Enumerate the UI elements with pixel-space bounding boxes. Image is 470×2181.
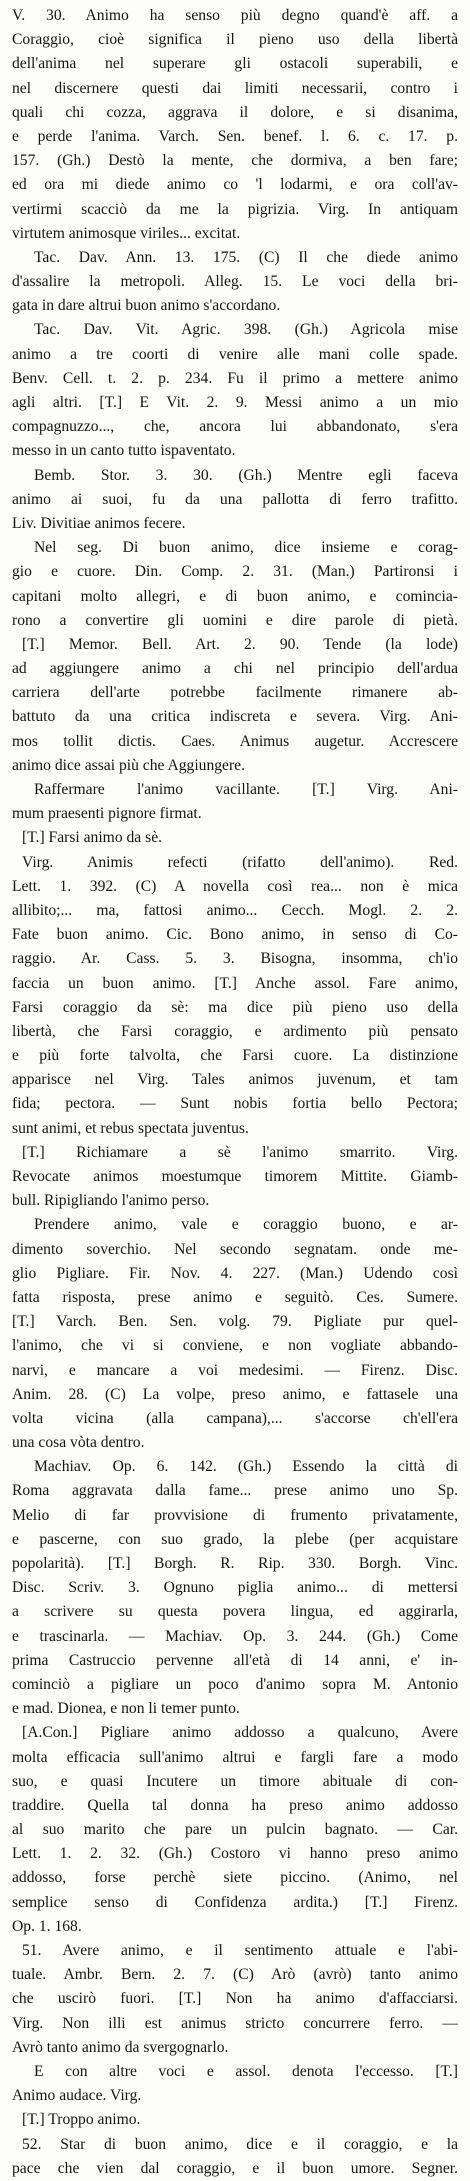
text-line: animo ai suoi, fu da una pallotta di ferro trafitto. <box>12 490 458 508</box>
text-line: 52. Star di buon animo, dice e il coraggio, e la <box>22 2135 458 2153</box>
text-line: [T.] Farsi animo da sè. <box>22 829 163 847</box>
text-line: Bemb. Stor. 3. 30. (Gh.) Mentre egli faceva <box>34 466 458 484</box>
text-line: sunt animi, et rebus spectata juventus. <box>12 1119 249 1137</box>
text-line: ad aggiungere animo a chi nel principio dell'ardua <box>12 660 458 678</box>
text-line: libertà, che Farsi coraggio, e ardimento più pensato <box>12 1022 458 1040</box>
text-line: virtutem animosque viriles... excitat. <box>12 224 241 242</box>
text-line: e pascerne, con suo grado, la plebe (per acquistare <box>12 1530 458 1548</box>
text-line: d'assalire la metropoli. Alleg. 15. Le voci della bri- <box>12 273 458 291</box>
text-line: Farsi coraggio da sè: ma dice più pieno uso della <box>12 998 458 1016</box>
text-line: allibito;... ma, fattosi animo... Cecch. Mogl. 2. 2. <box>12 901 458 919</box>
text-line: Coraggio, cioè significa il pieno uso della libertà <box>12 31 458 49</box>
text-line: raggio. Ar. Cass. 5. 3. Bisogna, insomma, ch'io <box>12 950 458 968</box>
text-line: Tac. Dav. Vit. Agric. 398. (Gh.) Agricola mise <box>34 321 458 339</box>
text-line: pace che vien dal coraggio, e il buon umore. Segner. <box>12 2159 458 2177</box>
text-line: Avrò tanto animo da svergognarlo. <box>12 2038 229 2056</box>
text-line: fida; pectora. — Sunt nobis fortia bello Pectora; <box>12 1095 458 1113</box>
text-line: Tac. Dav. Ann. 13. 175. (C) Il che diede animo <box>34 248 458 266</box>
text-line: l'animo, che vi si conviene, e non vogliate abbando- <box>12 1337 458 1355</box>
text-line: Roma aggravata dalla fame... prese animo uno Sp. <box>12 1482 458 1500</box>
text-line: Prendere animo, vale e coraggio buono, e ar- <box>34 1216 458 1234</box>
text-line: mum praesenti pignore firmat. <box>12 805 202 823</box>
text-line: addosso, forse perchè siete piccino. (Animo, nel <box>12 1869 458 1887</box>
text-line: volta vicina (alla campana),... s'accorse ch'ell'era <box>12 1409 458 1427</box>
text-line: una cosa vòta dentro. <box>12 1434 145 1452</box>
text-line: agli altri. [T.] E Vit. 2. 9. Messi animo a un mio <box>12 394 458 411</box>
text-line: e perde l'anima. Varch. Sen. benef. l. 6. c. 17. p. <box>12 127 458 145</box>
text-line: dimento soverchio. Nel secondo segnatam. onde me- <box>12 1240 458 1258</box>
text-line: faccia un buon animo. [T.] Anche assol. Fare animo, <box>12 974 458 992</box>
text-line: Op. 1. 168. <box>12 1917 82 1935</box>
text-line: vertirmi scacciò da me la pigrizia. Virg. In antiquam <box>12 200 458 218</box>
text-line: mos tollit dictis. Caes. Animus augetur. Accrescere <box>12 732 458 750</box>
text-line: cominciò a pigliare un poco d'animo sopra M. Antonio <box>12 1675 458 1693</box>
text-line: [T.] Richiamare a sè l'animo smarrito. Virg. <box>22 1143 458 1161</box>
text-line: narvi, e mancare a voi medesimi. — Firenz. Disc. <box>12 1361 458 1379</box>
text-line: carriera dell'arte potrebbe facilmente rimanere ab- <box>12 684 458 702</box>
text-line: prima Castruccio pervenne all'età di 14 anni, e' in- <box>12 1651 458 1669</box>
text-line: Liv. Divitiae animos fecere. <box>12 514 186 532</box>
text-line: al suo marito che pare un pulcin bagnato. — Car. <box>12 1821 458 1839</box>
text-line: Benv. Cell. t. 2. p. 234. Fu il primo a mettere animo <box>12 369 458 387</box>
text-line: semplice senso di Confidenza ardita.) [T.] Firenz. <box>12 1893 458 1911</box>
text-line: [T.] Memor. Bell. Art. 2. 90. Tende (la lode) <box>22 635 458 653</box>
text-line: Anim. 28. (C) La volpe, preso animo, e fattasele una <box>12 1385 458 1403</box>
text-line: glio Pigliare. Fir. Nov. 4. 227. (Man.) Udendo così <box>12 1264 458 1282</box>
text-line: molta efficacia sull'animo altrui e fargli fare a modo <box>12 1748 458 1766</box>
text-line: animo dice assai più che Aggiungere. <box>12 756 245 774</box>
text-line: capitani molto allegri, e di buon animo, e comincia- <box>12 587 458 605</box>
text-line: Raffermare l'animo vacillante. [T.] Virg. Ani- <box>34 781 458 798</box>
text-line: 157. (Gh.) Destò la mente, che dormiva, a ben fare; <box>12 152 458 170</box>
text-line: suo, e quasi Incutere un timore abituale di con- <box>12 1772 458 1790</box>
text-line: nel discernere questi dai limiti necessarii, contro i <box>12 79 458 97</box>
text-line: gio e cuore. Din. Comp. 2. 31. (Man.) Partironsi i <box>12 563 458 581</box>
text-line: e mad. Dionea, e non li temer punto. <box>12 1700 240 1718</box>
text-line: quali chi cozza, aggrava il dolore, e si disanima, <box>12 103 458 121</box>
text-line: e trascinarla. — Machiav. Op. 3. 244. (Gh.) Come <box>12 1627 458 1645</box>
text-line: 51. Avere animo, e il sentimento attuale e l'abi- <box>22 1942 458 1959</box>
text-line: V. 30. Animo ha senso più degno quand'è aff. a <box>12 7 458 24</box>
text-line: Disc. Scriv. 3. Ognuno piglia animo... di mettersi <box>12 1579 458 1597</box>
text-line: [T.] Troppo animo. <box>22 2111 141 2129</box>
text-line: dell'anima nel superare gli ostacoli superabili, e <box>12 55 458 73</box>
text-line: compagnuzzo..., che, ancora lui abbandonato, s'era <box>12 418 458 436</box>
text-line: messo in un canto tutto ispaventato. <box>12 442 236 460</box>
text-line: E con altre voci e assol. denota l'eccesso. [T.] <box>34 2062 458 2080</box>
text-line: rono a convertire gli uomini e dire parole di pietà. <box>12 611 458 629</box>
text-line: Lett. 1. 392. (C) A novella così rea... non è mica <box>12 877 458 895</box>
text-line: battuto da una critica indiscreta e severa. Virg. Ani- <box>12 708 458 726</box>
text-line: bull. Ripigliando l'animo perso. <box>12 1192 210 1210</box>
text-line: fatta risposta, prese animo e seguitò. Ces. Sumere. <box>12 1288 458 1306</box>
text-line: Lett. 1. 2. 32. (Gh.) Costoro vi hanno preso animo <box>12 1845 458 1863</box>
text-line: Virg. Non illi est animus stricto concurrere ferro. — <box>12 2014 458 2032</box>
text-line: [A.Con.] Pigliare animo addosso a qualcuno, Avere <box>22 1724 458 1742</box>
text-line: a scrivere su questa povera lingua, ed aggirarla, <box>12 1603 458 1621</box>
text-line: Animo audace. Virg. <box>12 2087 142 2105</box>
text-line: Melio di far provvisione di frumento privatamente, <box>12 1506 458 1524</box>
text-line: Nel seg. Di buon animo, dice insieme e corag- <box>34 539 458 557</box>
text-line: e più forte talvolta, che Farsi cuore. La distinzione <box>12 1047 458 1065</box>
text-line: apparisce nel Virg. Tales animos juvenum, et tam <box>12 1071 458 1089</box>
text-line: traddire. Quella tal donna ha preso animo addosso <box>12 1796 458 1814</box>
text-line: animo a tre coorti di venire alle mani colle spade. <box>12 345 458 363</box>
text-line: Fate buon animo. Cic. Bono animo, in senso di Co- <box>12 926 458 944</box>
text-line: tuale. Ambr. Bern. 2. 7. (C) Arò (avrò) tanto animo <box>12 1966 458 1984</box>
text-line: gata in dare altrui buon animo s'accordano. <box>12 297 281 315</box>
text-line: che uscirò fuori. [T.] Non ha animo d'affacciarsi. <box>12 1990 458 2008</box>
text-line: ed ora mi diede animo co 'l lodarmi, e ora coll'av- <box>12 176 458 194</box>
text-line: Machiav. Op. 6. 142. (Gh.) Essendo la città di <box>34 1458 458 1476</box>
text-line: Virg. Animis refecti (rifatto dell'animo). Red. <box>22 853 458 871</box>
text-line: [T.] Varch. Ben. Sen. volg. 79. Pigliate pur quel- <box>12 1313 458 1331</box>
text-line: popolarità). [T.] Borgh. R. Rip. 330. Borgh. Vinc. <box>12 1555 458 1572</box>
text-line: Revocate animos moestumque timorem Mittite. Giamb- <box>12 1168 458 1185</box>
